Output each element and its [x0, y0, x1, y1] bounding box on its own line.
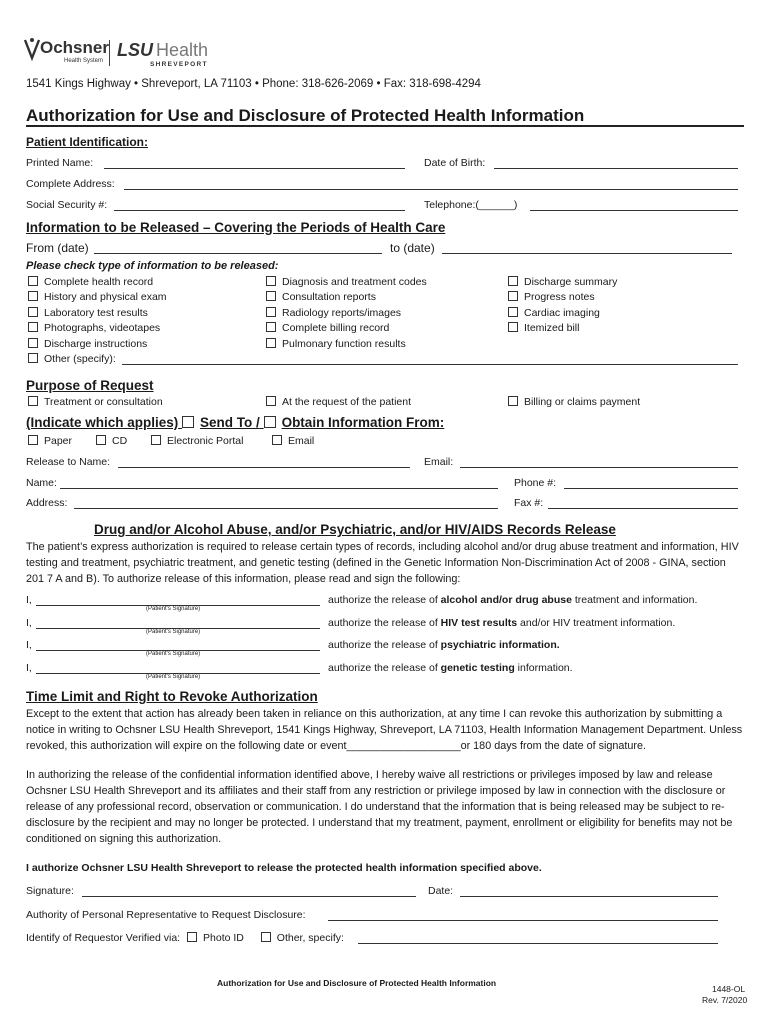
complete-address-field[interactable]	[124, 189, 738, 190]
fax-label: Fax #:	[514, 497, 544, 509]
i-label: I,	[26, 617, 32, 629]
checkbox-icon[interactable]	[266, 396, 276, 406]
signature-caption: (Patient's Signature)	[146, 606, 201, 612]
checkbox-icon[interactable]	[266, 291, 276, 301]
checkbox-electronic-portal[interactable]: Electronic Portal	[151, 435, 243, 447]
signature-caption: (Patient's Signature)	[146, 629, 201, 635]
name-field[interactable]	[60, 488, 498, 489]
send-address-field[interactable]	[74, 508, 498, 509]
i-label: I,	[26, 639, 32, 651]
revision-date: Rev. 7/2020	[702, 995, 748, 1005]
checkbox-icon[interactable]	[266, 276, 276, 286]
purpose-heading: Purpose of Request	[26, 378, 154, 393]
checkbox-consultation-reports[interactable]: Consultation reports	[266, 291, 376, 303]
identify-requestor-row: Identify of Requestor Verified via: Photo ID Other, specify:	[26, 932, 344, 944]
patient-id-heading: Patient Identification:	[26, 135, 149, 149]
signature-caption: (Patient's Signature)	[146, 674, 201, 680]
checkbox-patient-request[interactable]: At the request of the patient	[266, 396, 411, 408]
checkbox-icon[interactable]	[508, 322, 518, 332]
i-label: I,	[26, 594, 32, 606]
photo-id-checkbox[interactable]	[187, 932, 197, 942]
authority-label: Authority of Personal Representative to Request Disclosure:	[26, 909, 306, 921]
ssn-label: Social Security #:	[26, 199, 108, 211]
name-label: Name:	[26, 477, 57, 489]
footer-title: Authorization for Use and Disclosure of Protected Health Information	[217, 978, 497, 988]
complete-address-label: Complete Address:	[26, 178, 115, 190]
checkbox-diagnosis-codes[interactable]: Diagnosis and treatment codes	[266, 276, 427, 288]
other-checkbox[interactable]	[261, 932, 271, 942]
i-label: I,	[26, 662, 32, 674]
checkbox-cardiac-imaging[interactable]: Cardiac imaging	[508, 307, 600, 319]
ochsner-subtitle: Health System	[64, 58, 104, 64]
other-specify-verify-field[interactable]	[358, 943, 718, 944]
checkbox-billing-claims[interactable]: Billing or claims payment	[508, 396, 640, 408]
signature-label: Signature:	[26, 885, 74, 897]
checkbox-icon[interactable]	[508, 276, 518, 286]
release-to-label: Release to Name:	[26, 456, 111, 468]
checkbox-progress-notes[interactable]: Progress notes	[508, 291, 595, 303]
checkbox-cd[interactable]: CD	[96, 435, 127, 447]
address-line: 1541 Kings Highway • Shreveport, LA 71103 • Phone: 318-626-2069 • Fax: 318-698-4294	[26, 78, 481, 90]
authorize-statement: I authorize Ochsner LSU Health Shreveport to release the protected health information specified above.	[26, 862, 542, 874]
email-field[interactable]	[460, 467, 738, 468]
phone-label: Phone #:	[514, 477, 557, 489]
checkbox-icon[interactable]	[28, 276, 38, 286]
checkbox-other[interactable]: Other (specify):	[28, 353, 116, 365]
checkbox-icon[interactable]	[28, 307, 38, 317]
ochsner-name: Ochsner	[40, 38, 109, 57]
other-specify-field[interactable]	[122, 364, 738, 365]
checkbox-discharge-summary[interactable]: Discharge summary	[508, 276, 617, 288]
checkbox-icon[interactable]	[266, 338, 276, 348]
checkbox-icon[interactable]	[28, 291, 38, 301]
date-label: Date:	[428, 885, 454, 897]
printed-name-label: Printed Name:	[26, 157, 94, 169]
email-label: Email:	[424, 456, 454, 468]
telephone-field[interactable]	[530, 210, 738, 211]
checkbox-icon[interactable]	[28, 435, 38, 445]
checkbox-icon[interactable]	[508, 291, 518, 301]
dob-field[interactable]	[494, 168, 738, 169]
release-to-field[interactable]	[118, 467, 410, 468]
checkbox-icon[interactable]	[28, 322, 38, 332]
signature-field[interactable]	[82, 896, 416, 897]
waiver-paragraph: In authorizing the release of the confidential information identified above, I hereby waive all restrictions or privileges imposed by law and release Ochsner LSU Health Shreveport and its affiliates and their staff from any restriction or privilege imposed by law in connection with the disclosure or release of any professional record, observation or communication. I do understand that the information that is being released may be subject to re-disclosure by the recipient and may no longer be protected. I understand that my treatment, payment, enrollment or eligibility for benefits may not be conditioned on signing this authorization.	[26, 769, 733, 845]
checkbox-icon[interactable]	[96, 435, 106, 445]
send-obtain-heading: (Indicate which applies) Send To / Obtain Information From:	[26, 415, 445, 430]
checkbox-treatment[interactable]: Treatment or consultation	[28, 396, 163, 408]
checkbox-photographs[interactable]: Photographs, videotapes	[28, 322, 160, 334]
revoke-paragraph: Except to the extent that action has already been taken in reliance on this authorization, at any time I can revoke this authorization by submitting a notice in writing to Ochsner LSU Health Shreveport, 1541 Kings Highway, Shreveport, LA 71103, Health Information Management Department. Unless revoked, this authorization will expire on the following date or event___________________or 180 days from the date of signature.	[26, 708, 743, 752]
from-date-field[interactable]	[94, 253, 382, 254]
checkbox-icon[interactable]	[266, 307, 276, 317]
checkbox-history-physical[interactable]: History and physical exam	[28, 291, 167, 303]
authorize-psychiatric-text: authorize the release of psychiatric information.	[328, 639, 560, 651]
from-date-label: From (date)	[26, 241, 89, 255]
page-title: Authorization for Use and Disclosure of Protected Health Information	[26, 106, 585, 125]
dob-label: Date of Birth:	[424, 157, 486, 169]
checkbox-radiology[interactable]: Radiology reports/images	[266, 307, 401, 319]
checkbox-icon[interactable]	[28, 338, 38, 348]
drug-alcohol-heading: Drug and/or Alcohol Abuse, and/or Psychiatric, and/or HIV/AIDS Records Release	[94, 522, 616, 537]
check-type-heading: Please check type of information to be released:	[26, 260, 279, 272]
checkbox-icon[interactable]	[508, 307, 518, 317]
signature-caption: (Patient's Signature)	[146, 651, 201, 657]
checkbox-icon[interactable]	[151, 435, 161, 445]
info-released-heading: Information to be Released – Covering the Periods of Health Care	[26, 220, 446, 235]
authorize-alcohol-text: authorize the release of alcohol and/or drug abuse treatment and information.	[328, 594, 698, 606]
title-rule	[26, 125, 744, 127]
checkbox-email[interactable]: Email	[272, 435, 314, 447]
checkbox-icon[interactable]	[266, 322, 276, 332]
ochsner-mark-icon	[22, 36, 42, 62]
shreveport-name: SHREVEPORT	[150, 61, 208, 68]
authorize-genetic-text: authorize the release of genetic testing information.	[328, 662, 573, 674]
authorize-hiv-text: authorize the release of HIV test results and/or HIV treatment information.	[328, 617, 676, 629]
checkbox-itemized-bill[interactable]: Itemized bill	[508, 322, 579, 334]
send-address-label: Address:	[26, 497, 68, 509]
phone-field[interactable]	[564, 488, 738, 489]
drug-alcohol-text: The patient’s express authorization is required to release certain types of records, including alcohol and/or drug abuse treatment and information, HIV testing and treatment, psychiatric treatment, and genetic testing (defined in the Genetic Information Non-Discrimination Act of 2008 - GINA, section 201 7 A and B). To authorize release of this information, please read and sign the following:	[26, 541, 739, 585]
send-to-checkbox[interactable]	[182, 416, 194, 428]
checkbox-icon[interactable]	[28, 396, 38, 406]
logo-divider	[109, 40, 110, 66]
checkbox-icon[interactable]	[272, 435, 282, 445]
telephone-label: Telephone:(______)	[424, 199, 518, 211]
checkbox-paper[interactable]: Paper	[28, 435, 72, 447]
checkbox-pulmonary[interactable]: Pulmonary function results	[266, 338, 406, 350]
authority-field[interactable]	[328, 920, 718, 921]
ssn-field[interactable]	[114, 210, 405, 211]
checkbox-icon[interactable]	[28, 353, 38, 363]
obtain-from-checkbox[interactable]	[264, 416, 276, 428]
form-number: 1448-OL	[712, 984, 746, 994]
to-date-field[interactable]	[442, 253, 732, 254]
to-date-label: to (date)	[390, 241, 435, 255]
printed-name-field[interactable]	[104, 168, 405, 169]
checkbox-lab-results[interactable]: Laboratory test results	[28, 307, 148, 319]
health-name: Health	[156, 40, 209, 60]
fax-field[interactable]	[548, 508, 738, 509]
lsu-name: LSU	[117, 40, 153, 60]
revoke-heading: Time Limit and Right to Revoke Authorization	[26, 689, 318, 704]
checkbox-complete-health-record[interactable]: Complete health record	[28, 276, 153, 288]
checkbox-discharge-instructions[interactable]: Discharge instructions	[28, 338, 147, 350]
checkbox-billing-record[interactable]: Complete billing record	[266, 322, 389, 334]
checkbox-icon[interactable]	[508, 396, 518, 406]
date-field[interactable]	[460, 896, 718, 897]
